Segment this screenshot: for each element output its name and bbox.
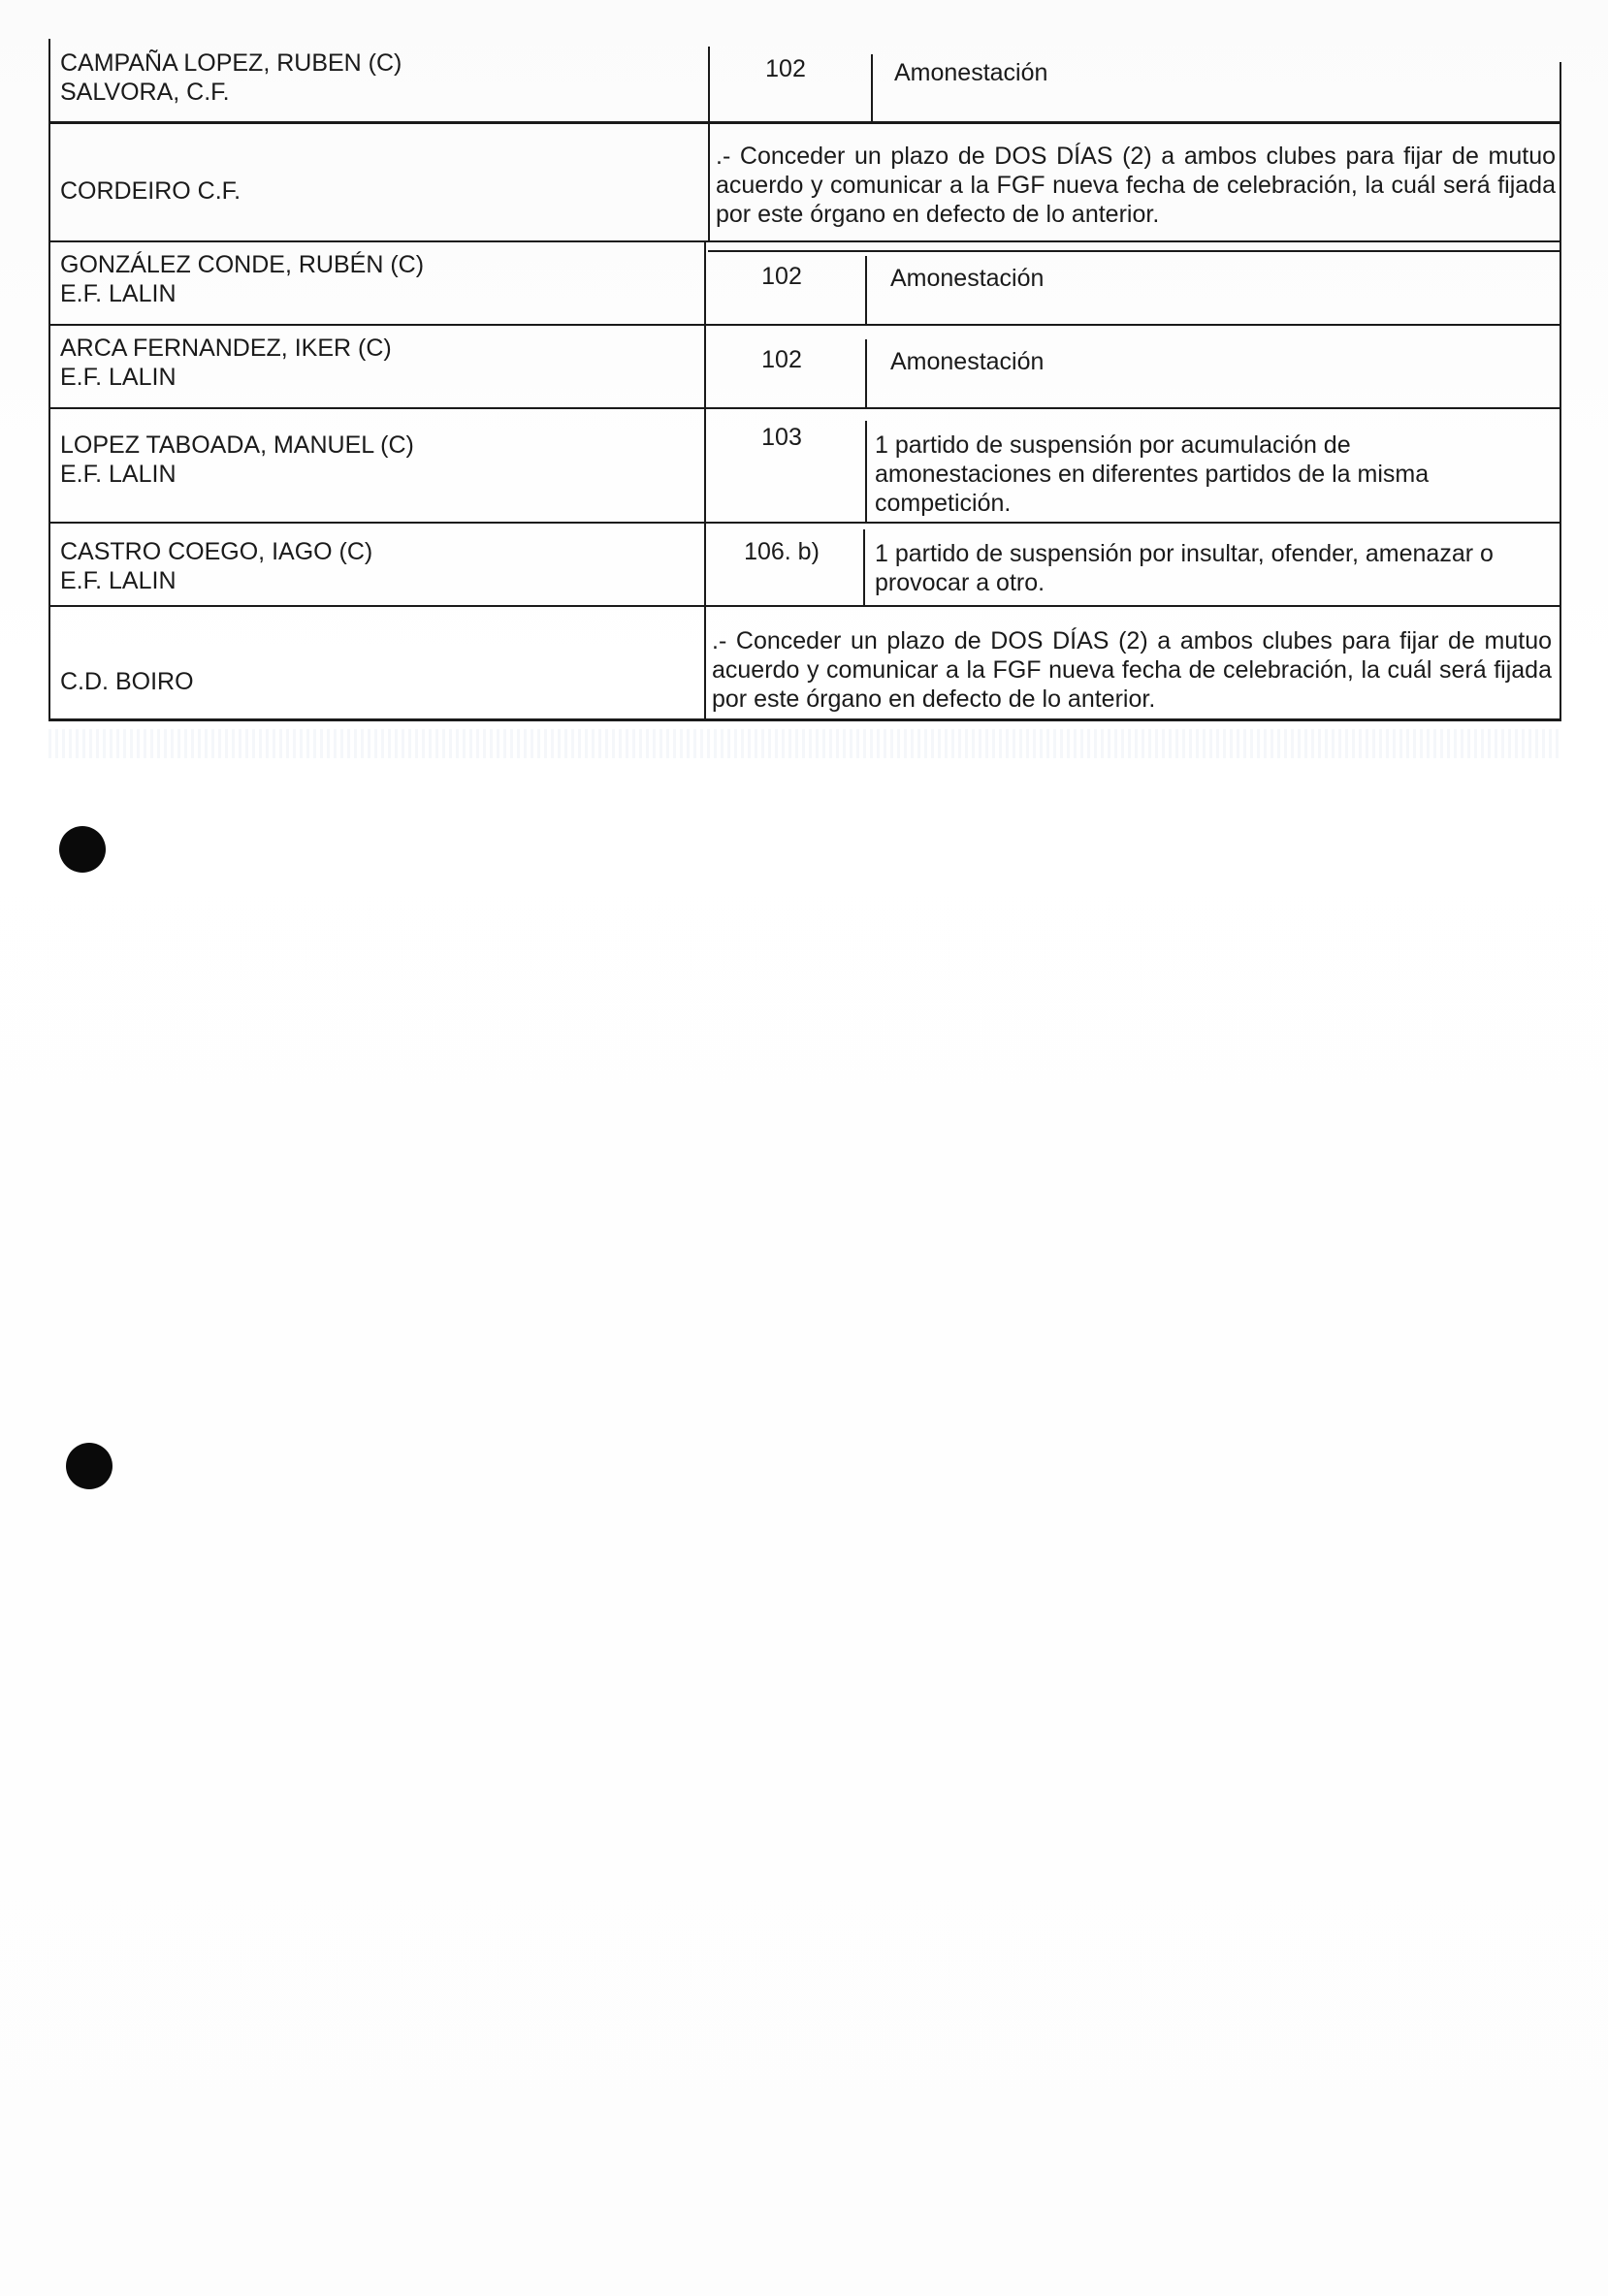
player-cell — [60, 537, 691, 595]
punch-hole — [66, 1443, 113, 1489]
sanction-text: Amonestación — [890, 265, 1045, 292]
sanction-text: Amonestación — [890, 348, 1045, 375]
player-name: CASTRO COEGO, IAGO (C) — [60, 538, 373, 565]
sanctions-table — [48, 39, 1561, 721]
scan-artifact — [48, 729, 1561, 758]
player-name: LOPEZ TABOADA, MANUEL (C) — [60, 431, 414, 459]
column-divider — [1560, 524, 1561, 605]
club-name: C.D. BOIRO — [60, 668, 194, 695]
player-name: CAMPAÑA LOPEZ, RUBEN (C) — [60, 49, 402, 77]
resolution-text: .- Conceder un plazo de DOS DÍAS (2) a ambos clubes para fijar de mutuo acuerdo y comunicar a la FGF nueva fecha de celebración, la cuál será fijada por este órgano en defecto de lo anterior. — [712, 627, 1552, 713]
player-cell — [60, 430, 691, 489]
sanction-text: 1 partido de suspensión por acumulación de amonestaciones en diferentes partidos de la misma competición. — [875, 431, 1430, 517]
player-name: GONZÁLEZ CONDE, RUBÉN (C) — [60, 251, 425, 278]
club-name: E.F. LALIN — [60, 567, 177, 594]
table-row — [48, 124, 1561, 242]
player-cell — [60, 48, 691, 107]
column-divider — [1560, 326, 1561, 407]
table-row — [48, 607, 1561, 721]
player-name: ARCA FERNANDEZ, IKER (C) — [60, 335, 392, 362]
column-divider — [704, 607, 706, 718]
article-number: 106. b) — [744, 538, 820, 565]
club-name: SALVORA, C.F. — [60, 79, 230, 106]
article-number: 102 — [761, 263, 802, 290]
club-name: CORDEIRO C.F. — [60, 177, 241, 205]
table-row — [48, 326, 1561, 409]
article-number: 102 — [761, 346, 802, 373]
column-divider — [865, 256, 867, 324]
resolution-text: .- Conceder un plazo de DOS DÍAS (2) a ambos clubes para fijar de mutuo acuerdo y comunicar a la FGF nueva fecha de celebración, la cuál será fijada por este órgano en defecto de lo anterior. — [716, 143, 1556, 228]
club-name: E.F. LALIN — [60, 280, 177, 307]
column-divider — [871, 54, 873, 121]
column-divider — [1560, 242, 1561, 324]
player-cell — [60, 334, 691, 392]
sanction-text: Amonestación — [894, 59, 1048, 86]
column-divider — [865, 421, 867, 522]
club-name: E.F. LALIN — [60, 364, 177, 391]
column-divider — [863, 529, 865, 605]
article-number: 103 — [761, 424, 802, 451]
table-row — [48, 242, 1561, 326]
column-divider — [1560, 409, 1561, 522]
punch-hole — [59, 826, 106, 873]
column-divider — [1560, 124, 1561, 240]
column-divider — [1560, 607, 1561, 718]
column-divider — [708, 124, 710, 240]
column-divider — [1560, 62, 1561, 121]
club-name: E.F. LALIN — [60, 461, 177, 488]
table-row — [48, 39, 1561, 124]
table-row — [48, 409, 1561, 524]
player-cell — [60, 250, 691, 308]
article-number: 102 — [765, 55, 806, 82]
column-divider — [865, 339, 867, 407]
table-row — [48, 524, 1561, 607]
sanction-text: 1 partido de suspensión por insultar, ofender, amenazar o provocar a otro. — [875, 540, 1494, 596]
